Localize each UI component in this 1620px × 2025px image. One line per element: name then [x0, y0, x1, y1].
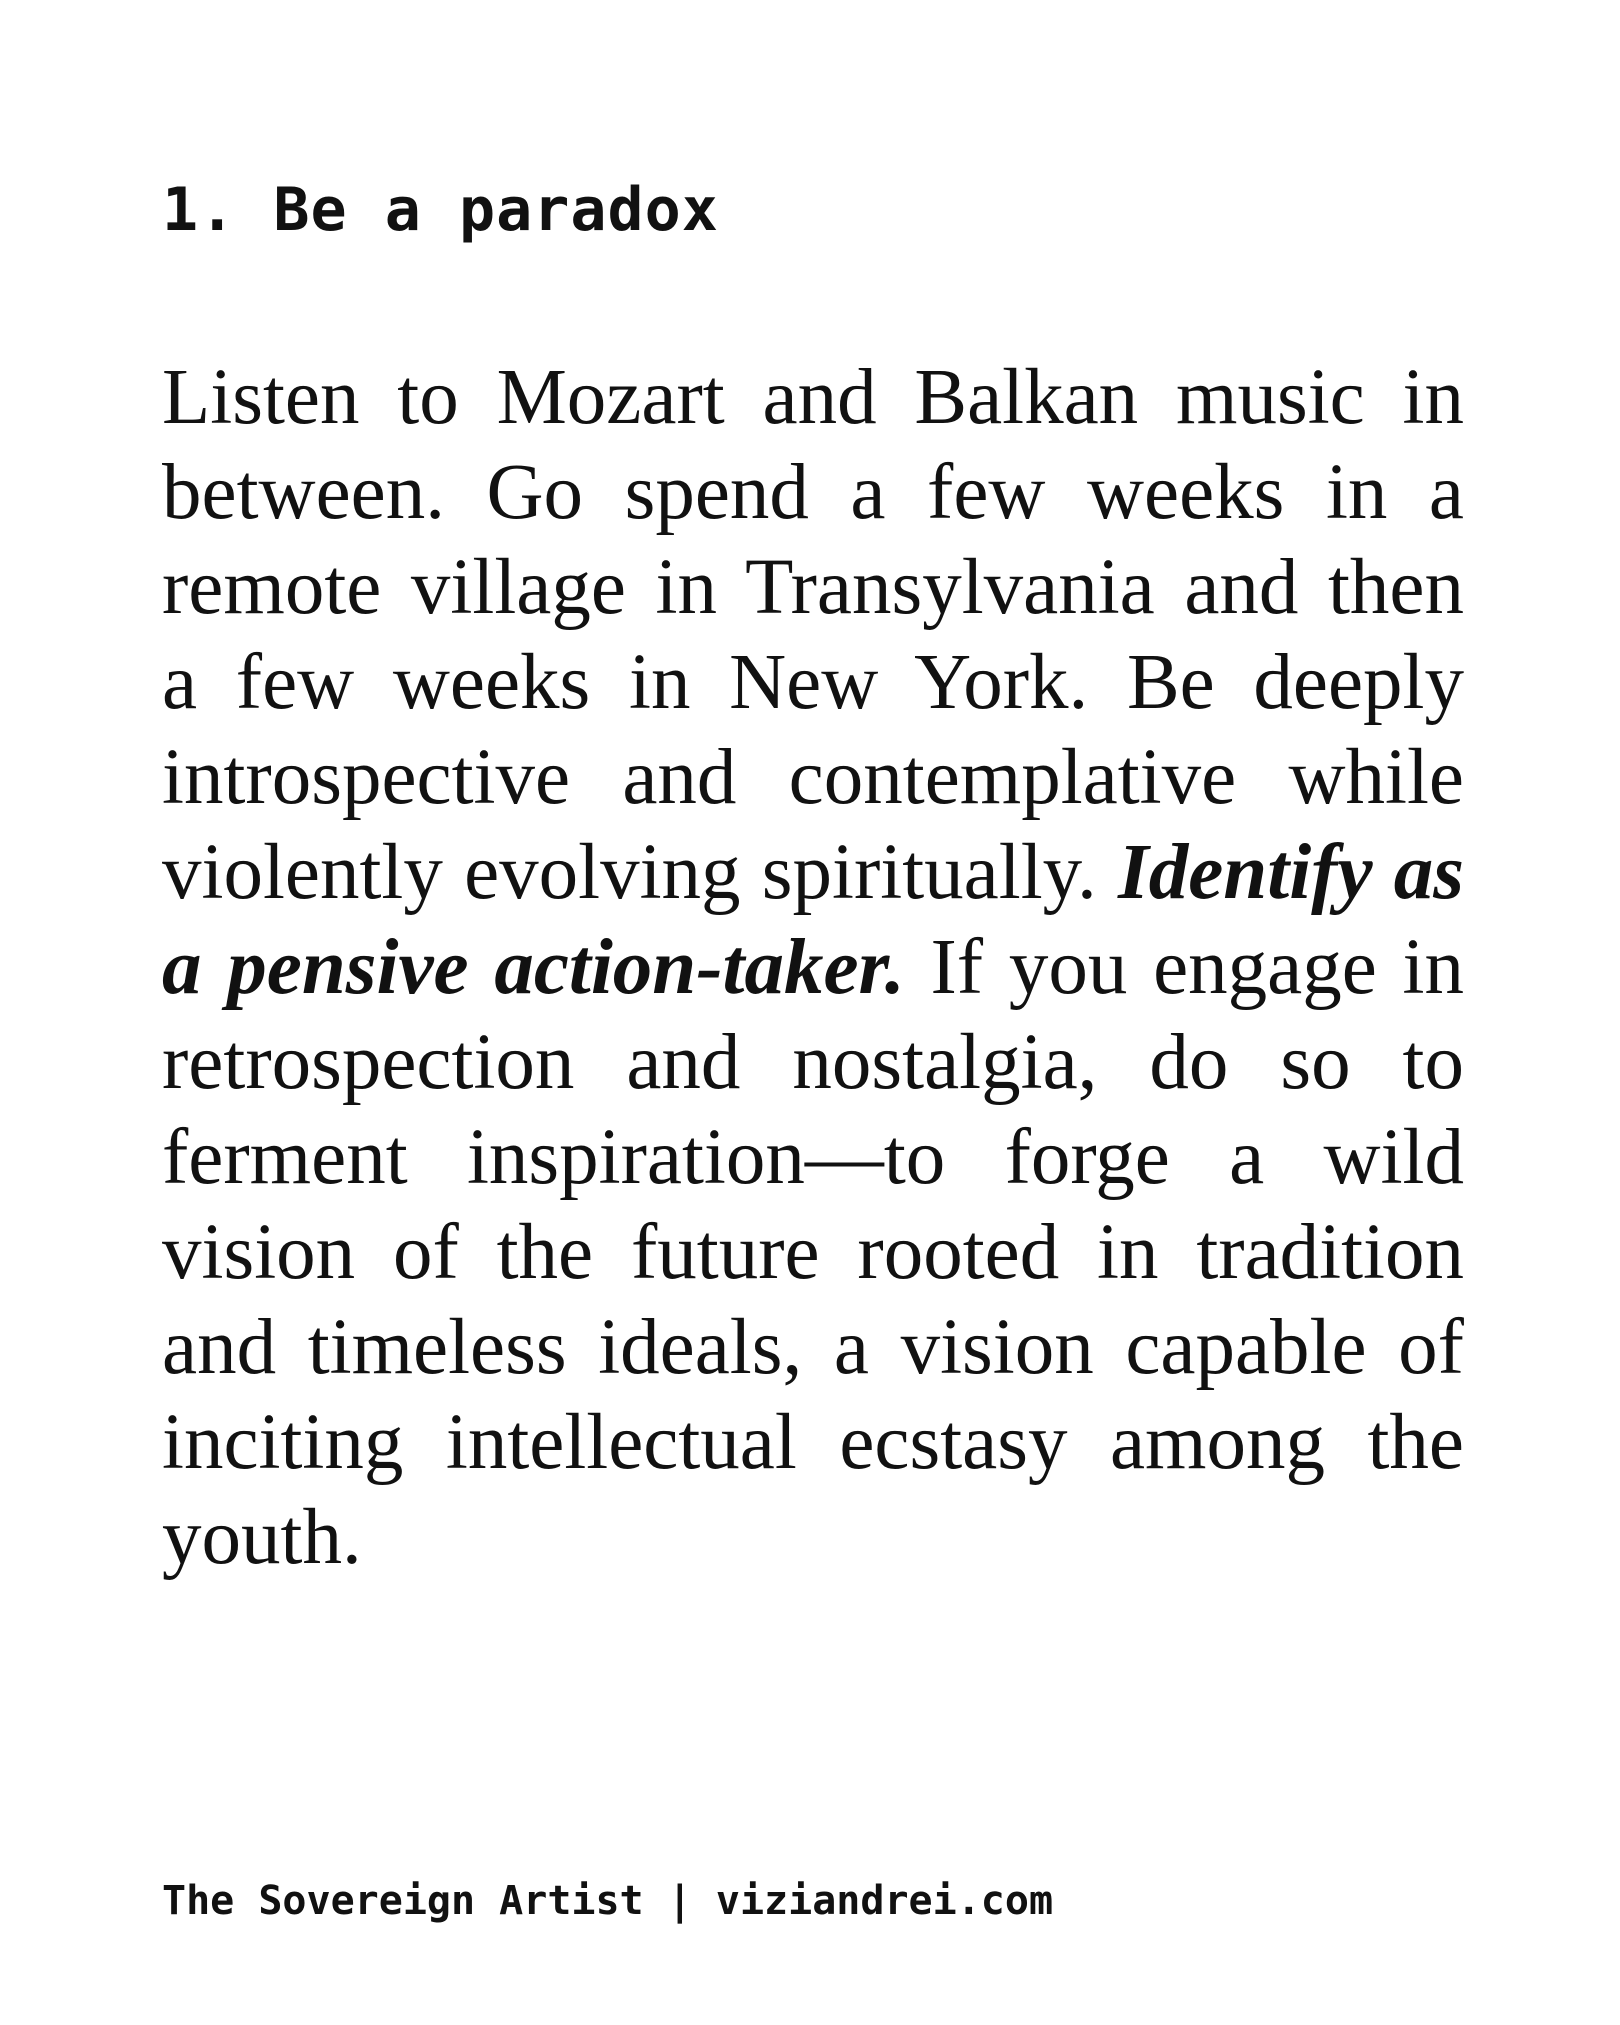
- body-text-part-1: Listen to Mozart and Balkan music in between. Go spend a few weeks in a remote village in Transylvania and then a few weeks in New York. Be deeply introspective and contemplative while violently evolving spiritually.: [162, 354, 1464, 916]
- section-heading: 1. Be a paradox: [162, 175, 719, 245]
- footer-credit: The Sovereign Artist | viziandrei.com: [162, 1878, 1054, 1924]
- body-paragraph: [162, 350, 1464, 1585]
- body-text-part-2: If you engage in retrospection and nostalgia, do so to ferment inspiration—to forge a wild vision of the future rooted in tradition and timeless ideals, a vision capable of inciting intellectual ecstasy among the youth.: [162, 924, 1464, 1581]
- body-emphasis: Identify as a pensive action-taker.: [162, 829, 1464, 1011]
